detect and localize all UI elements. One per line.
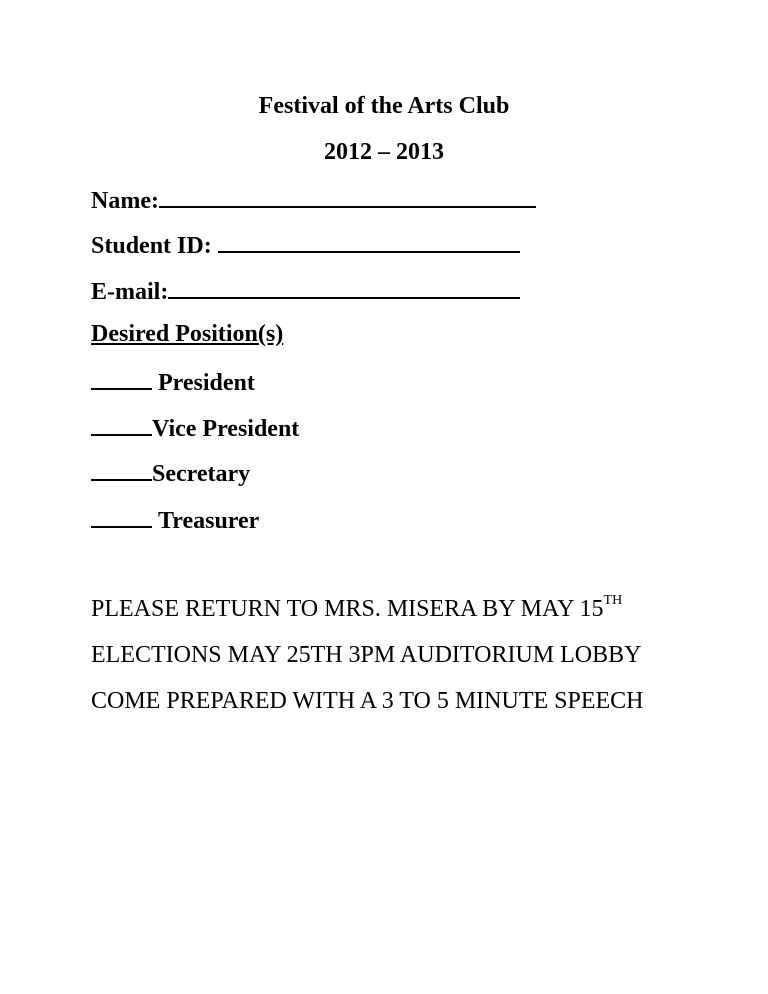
email-label: E-mail: xyxy=(91,279,169,305)
position-vice-president-blank[interactable] xyxy=(91,414,152,436)
school-year: 2012 – 2013 xyxy=(324,139,444,165)
position-treasurer-row xyxy=(91,506,259,533)
position-secretary-label: Secretary xyxy=(152,461,251,487)
name-row xyxy=(91,186,536,213)
email-field[interactable] xyxy=(168,277,520,299)
position-president-label: President xyxy=(158,370,255,396)
return-instructions xyxy=(91,593,623,622)
position-president-blank[interactable] xyxy=(91,368,152,390)
position-secretary-row xyxy=(91,459,250,486)
desired-positions-heading: Desired Position(s) xyxy=(91,321,284,347)
position-treasurer-label: Treasurer xyxy=(158,508,260,534)
speech-instructions: COME PREPARED WITH A 3 TO 5 MINUTE SPEECH xyxy=(91,688,644,714)
name-label: Name: xyxy=(91,188,159,214)
student-id-label: Student ID: xyxy=(91,233,212,259)
return-text: PLEASE RETURN TO MRS. MISERA BY MAY 15 xyxy=(91,596,604,622)
student-id-row xyxy=(91,231,520,258)
email-row xyxy=(91,277,520,304)
position-president-row xyxy=(91,368,255,395)
election-info: ELECTIONS MAY 25TH 3PM AUDITORIUM LOBBY xyxy=(91,642,642,668)
position-vice-president-row xyxy=(91,414,299,441)
return-date-suffix: TH xyxy=(603,593,623,608)
position-vice-president-label: Vice President xyxy=(152,416,300,442)
page-title: Festival of the Arts Club xyxy=(258,93,510,119)
student-id-field[interactable] xyxy=(218,231,520,253)
position-treasurer-blank[interactable] xyxy=(91,506,152,528)
position-secretary-blank[interactable] xyxy=(91,459,152,481)
name-field[interactable] xyxy=(159,186,536,208)
